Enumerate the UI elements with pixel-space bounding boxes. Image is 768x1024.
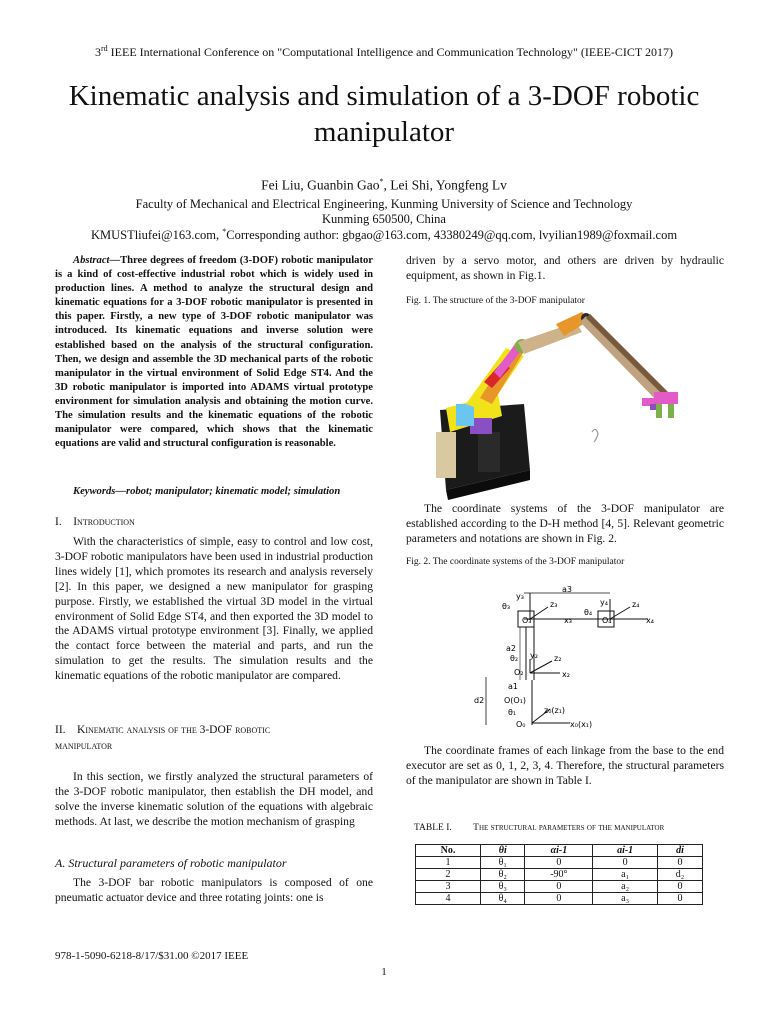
- col-header-alpha: αi-1: [525, 845, 593, 857]
- copyright-footer: 978-1-5090-6218-8/17/$31.00 ©2017 IEEE: [55, 950, 249, 962]
- section-2-heading: II. Kinematic analysis of the 3-DOF robotic manipulator: [55, 724, 271, 752]
- subsection-a-text: The 3-DOF bar robotic manipulators is composed of one pneumatic actuator device and three rotating joints: one is: [55, 876, 373, 904]
- continued-text: driven by a servo motor, and others are driven by hydraulic equipment, as shown in Fig.1.: [406, 254, 724, 282]
- svg-text:O₄: O₄: [602, 616, 612, 625]
- abstract: Abstract—Three degrees of freedom (3-DOF) robotic manipulator is a kind of cost-effective industrial robot which is widely used in production lines. A method to analyze the structural design and kinematic equations for a 3-DOF robotic manipulator is presented in this paper. Firstly, a new type of 3-DOF robotic manipulator was introduced. Its kinematic equations and inverse solution were established based on the analysis of the structural configuration. Then, we design and assemble the 3D mechanical parts of the robotic manipulator in the virtual environment of Solid Edge ST4. And the 3D robotic manipulator is imported into ADAMS virtual prototype environment for simulation analysis and obtaining the motion curve. The simulation results and the kinematic equations of the robotic manipulator were compared, which shows that the kinematic equations are valid and structural configuration is reasonable.: [55, 255, 373, 450]
- svg-text:O₀: O₀: [516, 720, 526, 729]
- svg-text:x₂: x₂: [562, 670, 570, 679]
- svg-text:a2: a2: [506, 644, 516, 653]
- svg-text:x₃: x₃: [564, 616, 572, 625]
- col-header-no: No.: [416, 845, 481, 857]
- svg-text:y₄: y₄: [600, 598, 608, 607]
- structural-parameters-table: [415, 844, 703, 905]
- keywords: Keywords—robot; manipulator; kinematic model; simulation: [73, 486, 341, 497]
- page-number: 1: [381, 966, 387, 978]
- svg-text:θ₁: θ₁: [508, 708, 517, 717]
- coordinate-frames-text: The coordinate frames of each linkage from the base to the end executor are set as 0, 1, 2, 3, 4. Therefore, the structural parameters of the manipulator are shown in Table I.: [406, 744, 724, 787]
- svg-text:O(O₁): O(O₁): [504, 696, 527, 705]
- affiliation: Faculty of Mechanical and Electrical Engineering, Kunming University of Science and Technology: [135, 197, 633, 211]
- robot-motor: [478, 432, 500, 472]
- svg-text:z₄: z₄: [632, 600, 640, 609]
- svg-text:x₀(x₁): x₀(x₁): [570, 720, 593, 729]
- svg-text:z₂: z₂: [554, 654, 562, 663]
- col-header-a: ai-1: [593, 845, 658, 857]
- col-header-d: di: [657, 845, 702, 857]
- author-list: Fei Liu, Guanbin Gao*, Lei Shi, Yongfeng Lv: [261, 177, 507, 193]
- figure-2-coordinate-diagram: [470, 585, 690, 733]
- svg-text:θ₃: θ₃: [502, 602, 511, 611]
- table-header-row: [416, 845, 703, 857]
- svg-text:d2: d2: [474, 696, 485, 705]
- figure-1-caption: Fig. 1. The structure of the 3-DOF manipulator: [406, 296, 585, 306]
- svg-text:θ₂: θ₂: [510, 654, 519, 663]
- paper-title: Kinematic analysis and simulation of a 3-DOF robotic manipulator: [68, 80, 700, 148]
- robot-forearm: [580, 316, 664, 402]
- table-row: 1 θ₁ 0 0 0: [416, 857, 703, 869]
- label-a3: a3: [562, 585, 572, 594]
- table-row: 2 θ₂ -90° a₁ d₂: [416, 869, 703, 881]
- table-1-title: TABLE I. The structural parameters of the manipulator: [414, 823, 665, 833]
- section-2-text: In this section, we firstly analyzed the structural parameters of the 3-DOF robotic manipulator, then establish the DH model, and solve the inverse kinematic solution of the equations with algebraic methods. At last, we describe the motion mechanism of grasping: [55, 770, 373, 828]
- col-header-theta: θi: [481, 845, 525, 857]
- svg-text:θ₄: θ₄: [584, 608, 593, 617]
- svg-text:y₂: y₂: [530, 651, 538, 660]
- svg-text:x₄: x₄: [646, 616, 654, 625]
- svg-text:z₃: z₃: [550, 600, 558, 609]
- robot-gripper: [654, 392, 678, 404]
- table-row: 4 θ₄ 0 a₃ 0: [416, 893, 703, 905]
- svg-text:a1: a1: [508, 682, 518, 691]
- introduction-text: With the characteristics of simple, easy to control and low cost, 3-DOF robotic manipulators have been used in industrial production lines widely [1], which promotes its research and analysis reversely [2]. In this paper, we designed a new manipulator for grasping purpose. Firstly, we established the virtual 3D model in the virtual environment of Solid Edge ST4, and then exported the 3D model to the ADAMS virtual prototype environment [3]. Finally, we applied the contact force between the material and parts, and run the simulation to get the results. The simulation results and the kinematic equations of the robotic manipulator are compared.: [55, 535, 373, 683]
- svg-text:y₃: y₃: [516, 592, 524, 601]
- affiliation-city: Kunming 650500, China: [322, 212, 446, 226]
- section-1-heading: I. Introduction: [55, 516, 135, 528]
- figure-1-manipulator-image: [406, 312, 736, 508]
- author-emails: KMUSTliufei@163.com, *Corresponding author: gbgao@163.com, 43380249@qq.com, lvyilian1989@foxmail.com: [90, 227, 678, 243]
- svg-text:O₃: O₃: [522, 616, 532, 625]
- table-row: 3 θ₃ 0 a₂ 0: [416, 881, 703, 893]
- subsection-a-heading: A. Structural parameters of robotic manipulator: [55, 856, 287, 870]
- svg-text:O₂: O₂: [514, 668, 524, 677]
- figure-2-caption: Fig. 2. The coordinate systems of the 3-DOF manipulator: [406, 557, 625, 567]
- coordinate-systems-text: The coordinate systems of the 3-DOF manipulator are established according to the D-H method [4, 5]. Relevant geometric parameters and notations are shown in Fig. 2.: [406, 502, 724, 545]
- conference-header: 3rd IEEE International Conference on "Computational Intelligence and Communication Technology" (IEEE-CICT 2017): [94, 44, 674, 59]
- svg-text:z₀(z₁): z₀(z₁): [544, 706, 566, 715]
